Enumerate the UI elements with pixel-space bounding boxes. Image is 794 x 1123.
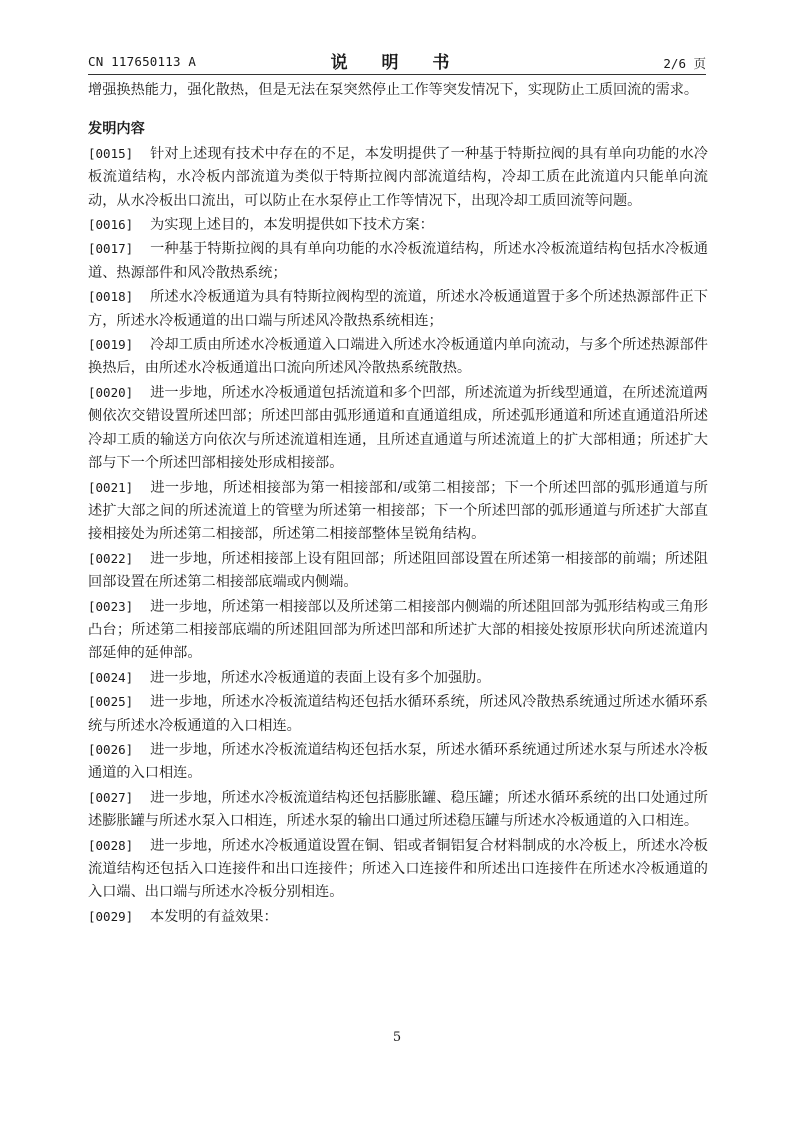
numbered-paragraph — [88, 381, 708, 476]
document-body — [88, 79, 708, 929]
paragraph-text: 进一步地，所述相接部为第一相接部和/或第二相接部；下一个所述凹部的弧形通道与所述扩大部之间的所述流道上的管壁为所述第一相接部；下一个所述凹部的弧形通道与所述扩大部直接相接处为所述第二相接部，所述第二相接部整体呈锐角结构。 — [88, 479, 708, 543]
page-info: 2/6 页 — [663, 56, 706, 71]
paragraph-text: 一种基于特斯拉阀的具有单向功能的水冷板流道结构，所述水冷板流道结构包括水冷板通道、热源部件和风冷散热系统； — [88, 241, 708, 281]
paragraph-text: 进一步地，所述第一相接部以及所述第二相接部内侧端的所述阻回部为弧形结构或三角形凸台；所述第二相接部底端的所述阻回部为所述凹部和所述扩大部的相接处按原形状向所述流道内部延伸的延伸部。 — [88, 598, 708, 662]
paragraph-text: 进一步地，所述水冷板通道的表面上设有多个加强肋。 — [150, 669, 491, 686]
document-title: 说 明 书 — [330, 53, 464, 73]
publication-number: CN 117650113 A — [88, 54, 197, 69]
paragraph-number: [0021] — [88, 479, 134, 495]
page-number: 5 — [392, 1030, 402, 1045]
header-rule — [88, 74, 706, 75]
paragraph-number: [0018] — [88, 289, 134, 305]
paragraph-number: [0015] — [88, 145, 134, 161]
paragraph-number: [0019] — [88, 337, 134, 353]
paragraph-number: [0027] — [88, 789, 134, 805]
paragraph-text: 进一步地，所述水冷板流道结构还包括水泵，所述水循环系统通过所述水泵与所述水冷板通道的入口相连。 — [88, 741, 708, 782]
intro-paragraph: 增强换热能力，强化散热，但是无法在泵突然停止工作等突发情况下，实现防止工质回流的需求。 — [88, 82, 699, 98]
paragraph-number: [0025] — [88, 694, 134, 710]
paragraph-text: 进一步地，所述相接部上设有阻回部；所述阻回部设置在所述第一相接部的前端；所述阻回部设置在所述第二相接部底端或内侧端。 — [88, 550, 708, 591]
numbered-paragraph — [88, 666, 708, 690]
section-heading: 发明内容 — [88, 121, 145, 138]
paragraph-number: [0024] — [88, 669, 134, 685]
numbered-paragraph — [88, 690, 708, 738]
numbered-paragraph — [88, 237, 708, 285]
paragraph-number: [0026] — [88, 741, 134, 757]
numbered-paragraph — [88, 213, 708, 237]
numbered-paragraph — [88, 333, 708, 381]
paragraph-text: 为实现上述目的，本发明提供如下技术方案： — [150, 217, 434, 234]
numbered-paragraph — [88, 285, 708, 333]
paragraph-number: [0017] — [88, 241, 134, 257]
numbered-paragraph — [88, 547, 708, 595]
paragraph-text: 所述水冷板通道为具有特斯拉阀构型的流道，所述水冷板通道置于多个所述热源部件正下方，所述水冷板通道的出口端与所述风冷散热系统相连； — [88, 289, 708, 329]
numbered-paragraph — [88, 595, 708, 666]
numbered-paragraph — [88, 834, 708, 905]
paragraph-text: 针对上述现有技术中存在的不足，本发明提供了一种基于特斯拉阀的具有单向功能的水冷板流道结构，水冷板内部流道为类似于特斯拉阀内部流道结构，冷却工质在此流道内只能单向流动，从水冷板出口流出，可以防止在水泵停止工作等情况下，出现冷却工质回流等问题。 — [88, 145, 708, 209]
paragraph-list — [88, 142, 708, 929]
paragraph-number: [0016] — [88, 217, 134, 233]
paragraph-number: [0020] — [88, 384, 134, 400]
paragraph-number: [0023] — [88, 598, 134, 614]
page-header — [88, 48, 706, 72]
paragraph-text: 进一步地，所述水冷板通道设置在铜、铝或者铜铝复合材料制成的水冷板上，所述水冷板流道结构还包括入口连接件和出口连接件；所述入口连接件和所述出口连接件在所述水冷板通道的入口端、出口端与所述水冷板分别相连。 — [88, 837, 708, 901]
paragraph-text: 冷却工质由所述水冷板通道入口端进入所述水冷板通道内单向流动，与多个所述热源部件换热后，由所述水冷板通道出口流向所述风冷散热系统散热。 — [88, 337, 708, 377]
numbered-paragraph — [88, 142, 708, 213]
paragraph-number: [0028] — [88, 837, 134, 853]
numbered-paragraph — [88, 905, 708, 929]
paragraph-number: [0022] — [88, 550, 134, 566]
paragraph-number: [0029] — [88, 908, 134, 924]
paragraph-text: 进一步地，所述水冷板流道结构还包括膨胀罐、稳压罐；所述水循环系统的出口处通过所述膨胀罐与所述水泵入口相连，所述水泵的输出口通过所述稳压罐与所述水冷板通道的入口相连。 — [88, 789, 708, 830]
paragraph-text: 进一步地，所述水冷板流道结构还包括水循环系统，所述风冷散热系统通过所述水循环系统与所述水冷板通道的入口相连。 — [88, 694, 708, 734]
paragraph-text: 本发明的有益效果： — [150, 908, 278, 925]
paragraph-text: 进一步地，所述水冷板通道包括流道和多个凹部，所述流道为折线型通道，在所述流道两侧依次交错设置所述凹部；所述凹部由弧形通道和直通道组成，所述弧形通道和所述直通道沿所述冷却工质的输送方向依次与所述流道相连通，且所述直通道与所述流道上的扩大部相通；所述扩大部与下一个所述凹部相接处形成相接部。 — [88, 384, 708, 472]
numbered-paragraph — [88, 786, 708, 834]
numbered-paragraph — [88, 738, 708, 786]
numbered-paragraph — [88, 476, 708, 547]
